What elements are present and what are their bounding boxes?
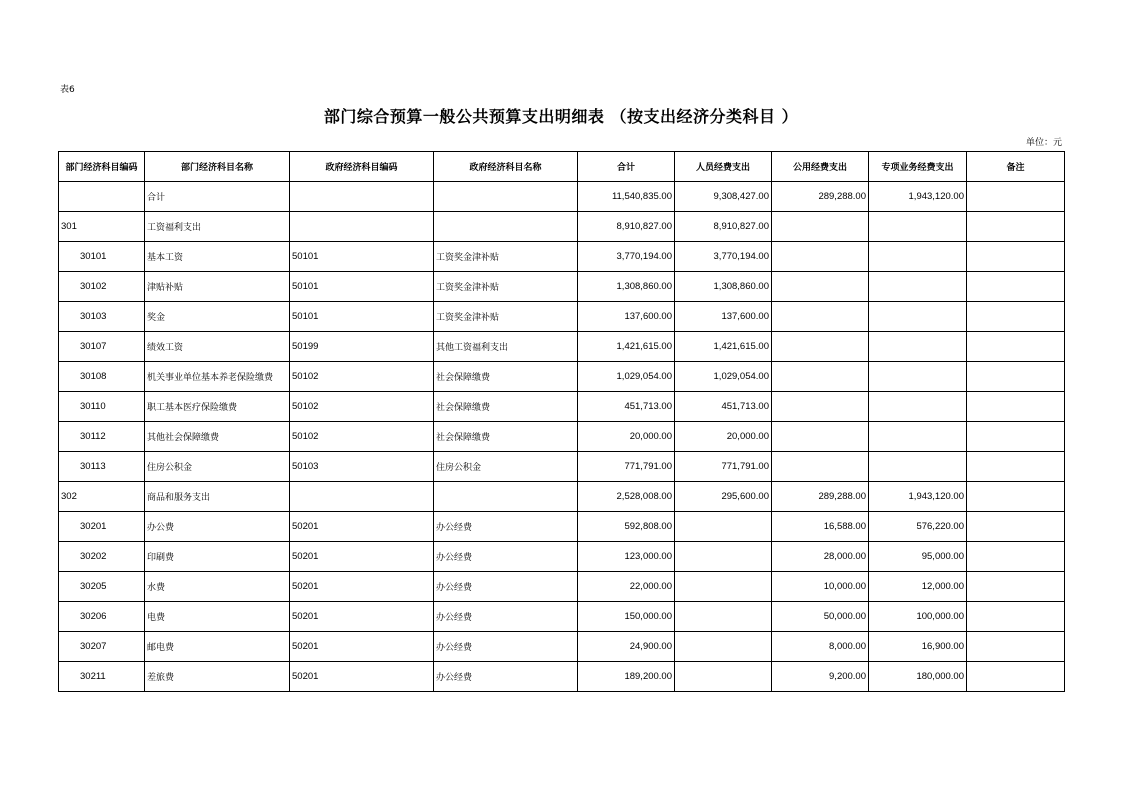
cell-personnel bbox=[675, 662, 772, 692]
cell-special bbox=[869, 302, 967, 332]
cell-gov-name: 工资奖金津补贴 bbox=[434, 302, 578, 332]
table-row bbox=[59, 512, 1065, 542]
col-header-gov-name: 政府经济科目名称 bbox=[434, 152, 578, 182]
unit-label: 单位：元 bbox=[1025, 138, 1062, 148]
cell-dept-name: 工资福利支出 bbox=[145, 212, 290, 242]
cell-personnel bbox=[675, 632, 772, 662]
cell-public: 16,588.00 bbox=[772, 512, 869, 542]
cell-total: 189,200.00 bbox=[578, 662, 675, 692]
cell-gov-name: 其他工资福利支出 bbox=[434, 332, 578, 362]
cell-total: 1,308,860.00 bbox=[578, 272, 675, 302]
col-header-total: 合计 bbox=[578, 152, 675, 182]
cell-special bbox=[869, 422, 967, 452]
cell-remark bbox=[967, 602, 1065, 632]
cell-dept-name: 其他社会保障缴费 bbox=[145, 422, 290, 452]
cell-gov-code: 50201 bbox=[290, 602, 434, 632]
col-header-remark: 备注 bbox=[967, 152, 1065, 182]
cell-total: 22,000.00 bbox=[578, 572, 675, 602]
cell-personnel bbox=[675, 542, 772, 572]
cell-public bbox=[772, 362, 869, 392]
cell-dept-code: 30211 bbox=[59, 662, 145, 692]
cell-dept-name: 电费 bbox=[145, 602, 290, 632]
table-row bbox=[59, 242, 1065, 272]
cell-gov-name bbox=[434, 182, 578, 212]
table-row bbox=[59, 452, 1065, 482]
cell-personnel: 771,791.00 bbox=[675, 452, 772, 482]
cell-total: 1,421,615.00 bbox=[578, 332, 675, 362]
cell-personnel bbox=[675, 572, 772, 602]
cell-dept-code: 30201 bbox=[59, 512, 145, 542]
cell-special: 576,220.00 bbox=[869, 512, 967, 542]
cell-remark bbox=[967, 572, 1065, 602]
cell-gov-name: 办公经费 bbox=[434, 602, 578, 632]
cell-personnel bbox=[675, 512, 772, 542]
cell-dept-code: 301 bbox=[59, 212, 145, 242]
cell-public bbox=[772, 332, 869, 362]
cell-public bbox=[772, 212, 869, 242]
cell-dept-code: 30112 bbox=[59, 422, 145, 452]
cell-dept-name: 机关事业单位基本养老保险缴费 bbox=[145, 362, 290, 392]
cell-personnel: 1,308,860.00 bbox=[675, 272, 772, 302]
cell-special: 1,943,120.00 bbox=[869, 482, 967, 512]
cell-remark bbox=[967, 422, 1065, 452]
cell-special: 100,000.00 bbox=[869, 602, 967, 632]
cell-dept-name: 办公费 bbox=[145, 512, 290, 542]
cell-dept-name: 绩效工资 bbox=[145, 332, 290, 362]
cell-dept-code: 30206 bbox=[59, 602, 145, 632]
cell-dept-code: 30101 bbox=[59, 242, 145, 272]
cell-personnel: 1,421,615.00 bbox=[675, 332, 772, 362]
cell-dept-code: 302 bbox=[59, 482, 145, 512]
page-title: 部门综合预算一般公共预算支出明细表 （按支出经济分类科目 ） bbox=[323, 107, 799, 126]
cell-gov-code: 50101 bbox=[290, 242, 434, 272]
table-row bbox=[59, 392, 1065, 422]
cell-public: 289,288.00 bbox=[772, 482, 869, 512]
cell-gov-name: 办公经费 bbox=[434, 572, 578, 602]
cell-dept-code: 30108 bbox=[59, 362, 145, 392]
cell-gov-code: 50101 bbox=[290, 272, 434, 302]
cell-dept-code: 30107 bbox=[59, 332, 145, 362]
cell-gov-code: 50201 bbox=[290, 512, 434, 542]
table-row bbox=[59, 302, 1065, 332]
cell-public: 50,000.00 bbox=[772, 602, 869, 632]
cell-public bbox=[772, 272, 869, 302]
cell-gov-name: 住房公积金 bbox=[434, 452, 578, 482]
cell-public bbox=[772, 392, 869, 422]
cell-dept-code: 30102 bbox=[59, 272, 145, 302]
cell-special: 16,900.00 bbox=[869, 632, 967, 662]
cell-dept-name: 合计 bbox=[145, 182, 290, 212]
cell-personnel: 3,770,194.00 bbox=[675, 242, 772, 272]
cell-public bbox=[772, 422, 869, 452]
cell-special bbox=[869, 242, 967, 272]
table-row bbox=[59, 272, 1065, 302]
cell-remark bbox=[967, 242, 1065, 272]
cell-total: 150,000.00 bbox=[578, 602, 675, 632]
budget-table bbox=[58, 151, 1065, 692]
cell-total: 2,528,008.00 bbox=[578, 482, 675, 512]
cell-dept-name: 奖金 bbox=[145, 302, 290, 332]
cell-personnel: 9,308,427.00 bbox=[675, 182, 772, 212]
cell-remark bbox=[967, 392, 1065, 422]
cell-public bbox=[772, 452, 869, 482]
cell-gov-name: 办公经费 bbox=[434, 542, 578, 572]
cell-special bbox=[869, 392, 967, 422]
cell-special bbox=[869, 362, 967, 392]
cell-special bbox=[869, 452, 967, 482]
cell-dept-code: 30113 bbox=[59, 452, 145, 482]
cell-gov-code bbox=[290, 212, 434, 242]
cell-remark bbox=[967, 662, 1065, 692]
cell-total: 11,540,835.00 bbox=[578, 182, 675, 212]
cell-dept-code: 30103 bbox=[59, 302, 145, 332]
cell-dept-name: 津贴补贴 bbox=[145, 272, 290, 302]
cell-dept-name: 印刷费 bbox=[145, 542, 290, 572]
cell-gov-code: 50102 bbox=[290, 422, 434, 452]
cell-personnel bbox=[675, 602, 772, 632]
table-row bbox=[59, 422, 1065, 452]
cell-special: 180,000.00 bbox=[869, 662, 967, 692]
cell-public: 10,000.00 bbox=[772, 572, 869, 602]
cell-gov-name: 办公经费 bbox=[434, 512, 578, 542]
cell-total: 3,770,194.00 bbox=[578, 242, 675, 272]
cell-gov-name bbox=[434, 212, 578, 242]
cell-personnel: 20,000.00 bbox=[675, 422, 772, 452]
cell-gov-name: 社会保障缴费 bbox=[434, 362, 578, 392]
cell-public bbox=[772, 242, 869, 272]
cell-total: 8,910,827.00 bbox=[578, 212, 675, 242]
cell-remark bbox=[967, 302, 1065, 332]
cell-public: 28,000.00 bbox=[772, 542, 869, 572]
col-header-gov-code: 政府经济科目编码 bbox=[290, 152, 434, 182]
cell-special: 1,943,120.00 bbox=[869, 182, 967, 212]
cell-gov-name bbox=[434, 482, 578, 512]
cell-total: 451,713.00 bbox=[578, 392, 675, 422]
cell-gov-code: 50103 bbox=[290, 452, 434, 482]
cell-gov-name: 办公经费 bbox=[434, 632, 578, 662]
cell-dept-name: 职工基本医疗保险缴费 bbox=[145, 392, 290, 422]
cell-personnel: 8,910,827.00 bbox=[675, 212, 772, 242]
cell-gov-name: 工资奖金津补贴 bbox=[434, 242, 578, 272]
cell-gov-code: 50201 bbox=[290, 572, 434, 602]
cell-dept-code: 30110 bbox=[59, 392, 145, 422]
cell-gov-code: 50102 bbox=[290, 362, 434, 392]
cell-dept-name: 水费 bbox=[145, 572, 290, 602]
cell-total: 123,000.00 bbox=[578, 542, 675, 572]
table-row bbox=[59, 332, 1065, 362]
cell-total: 24,900.00 bbox=[578, 632, 675, 662]
col-header-personnel: 人员经费支出 bbox=[675, 152, 772, 182]
cell-personnel: 1,029,054.00 bbox=[675, 362, 772, 392]
table-number: 表6 bbox=[60, 85, 75, 95]
cell-dept-name: 住房公积金 bbox=[145, 452, 290, 482]
table-row bbox=[59, 632, 1065, 662]
col-header-public: 公用经费支出 bbox=[772, 152, 869, 182]
table-row bbox=[59, 212, 1065, 242]
cell-gov-code: 50201 bbox=[290, 542, 434, 572]
cell-total: 1,029,054.00 bbox=[578, 362, 675, 392]
cell-gov-code: 50101 bbox=[290, 302, 434, 332]
cell-remark bbox=[967, 542, 1065, 572]
cell-dept-name: 商品和服务支出 bbox=[145, 482, 290, 512]
cell-total: 771,791.00 bbox=[578, 452, 675, 482]
cell-total: 592,808.00 bbox=[578, 512, 675, 542]
cell-special bbox=[869, 272, 967, 302]
table-row bbox=[59, 362, 1065, 392]
cell-gov-code bbox=[290, 482, 434, 512]
cell-remark bbox=[967, 482, 1065, 512]
cell-gov-name: 工资奖金津补贴 bbox=[434, 272, 578, 302]
cell-dept-name: 邮电费 bbox=[145, 632, 290, 662]
cell-gov-name: 办公经费 bbox=[434, 662, 578, 692]
cell-public bbox=[772, 302, 869, 332]
cell-total: 137,600.00 bbox=[578, 302, 675, 332]
cell-dept-code bbox=[59, 182, 145, 212]
cell-remark bbox=[967, 272, 1065, 302]
cell-gov-code: 50199 bbox=[290, 332, 434, 362]
table-row bbox=[59, 182, 1065, 212]
col-header-dept-name: 部门经济科目名称 bbox=[145, 152, 290, 182]
header-row bbox=[59, 152, 1065, 182]
cell-special bbox=[869, 332, 967, 362]
cell-remark bbox=[967, 182, 1065, 212]
table-row bbox=[59, 602, 1065, 632]
cell-personnel: 137,600.00 bbox=[675, 302, 772, 332]
cell-remark bbox=[967, 452, 1065, 482]
table-row bbox=[59, 482, 1065, 512]
table-row bbox=[59, 572, 1065, 602]
cell-gov-code: 50201 bbox=[290, 632, 434, 662]
cell-gov-name: 社会保障缴费 bbox=[434, 422, 578, 452]
cell-personnel: 295,600.00 bbox=[675, 482, 772, 512]
cell-public: 8,000.00 bbox=[772, 632, 869, 662]
cell-dept-code: 30205 bbox=[59, 572, 145, 602]
cell-personnel: 451,713.00 bbox=[675, 392, 772, 422]
cell-public: 289,288.00 bbox=[772, 182, 869, 212]
cell-total: 20,000.00 bbox=[578, 422, 675, 452]
cell-gov-code: 50201 bbox=[290, 662, 434, 692]
cell-remark bbox=[967, 362, 1065, 392]
cell-dept-name: 基本工资 bbox=[145, 242, 290, 272]
cell-special: 95,000.00 bbox=[869, 542, 967, 572]
table-row bbox=[59, 662, 1065, 692]
cell-gov-code: 50102 bbox=[290, 392, 434, 422]
table-row bbox=[59, 542, 1065, 572]
col-header-special: 专项业务经费支出 bbox=[869, 152, 967, 182]
cell-dept-code: 30207 bbox=[59, 632, 145, 662]
cell-dept-code: 30202 bbox=[59, 542, 145, 572]
cell-public: 9,200.00 bbox=[772, 662, 869, 692]
cell-gov-name: 社会保障缴费 bbox=[434, 392, 578, 422]
cell-remark bbox=[967, 632, 1065, 662]
cell-remark bbox=[967, 512, 1065, 542]
cell-dept-name: 差旅费 bbox=[145, 662, 290, 692]
cell-gov-code bbox=[290, 182, 434, 212]
cell-remark bbox=[967, 212, 1065, 242]
cell-remark bbox=[967, 332, 1065, 362]
cell-special: 12,000.00 bbox=[869, 572, 967, 602]
cell-special bbox=[869, 212, 967, 242]
col-header-dept-code: 部门经济科目编码 bbox=[59, 152, 145, 182]
